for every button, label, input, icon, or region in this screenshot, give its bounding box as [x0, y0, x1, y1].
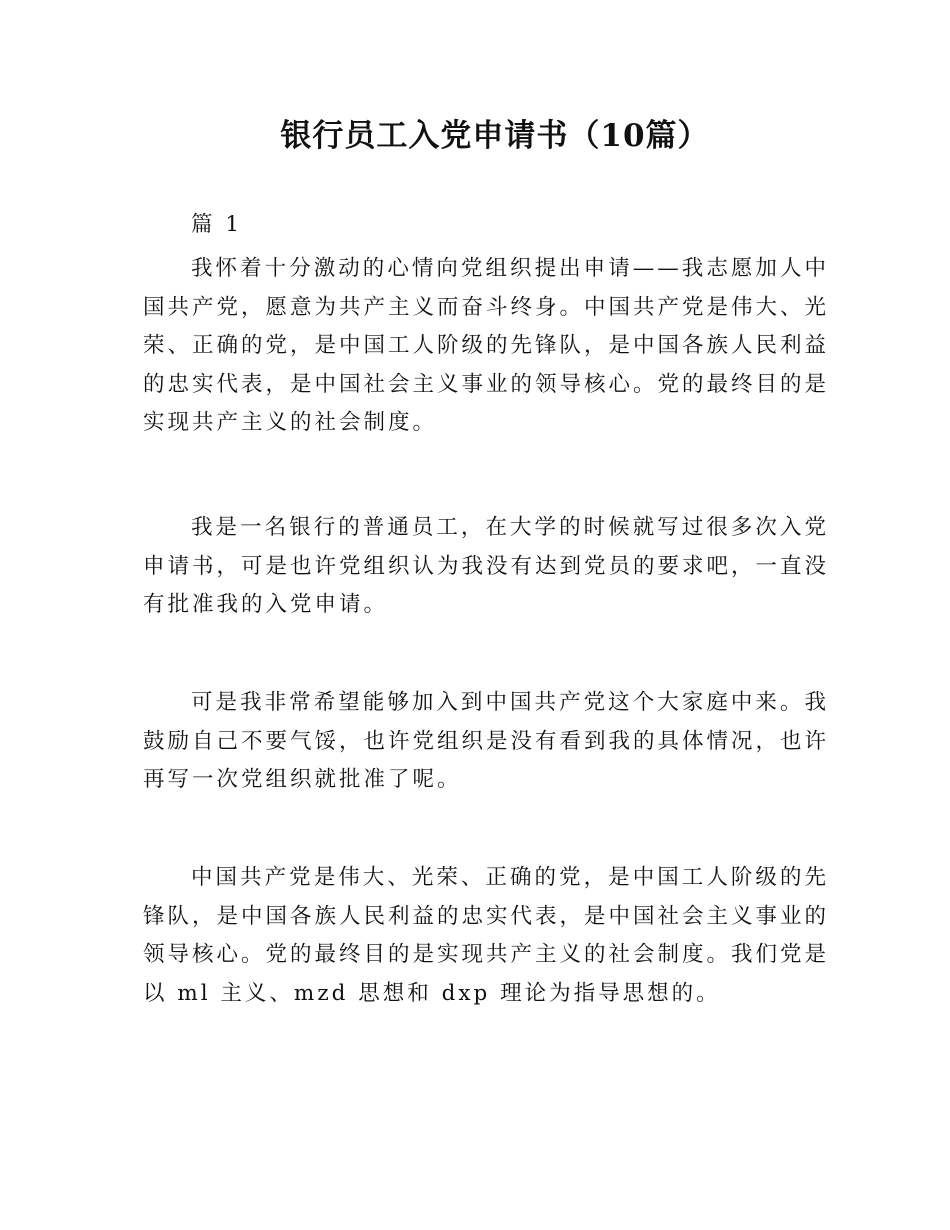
- paragraph-3: 可是我非常希望能够加入到中国共产党这个大家庭中来。我鼓励自己不要气馁，也许党组织是没有看到我的具体情况，也许再写一次党组织就批准了呢。: [143, 690, 830, 792]
- paragraph-2: 我是一名银行的普通员工，在大学的时候就写过很多次入党申请书，可是也许党组织认为我没有达到党员的要求吧，一直没有批准我的入党申请。: [143, 515, 830, 617]
- paragraph-1: 我怀着十分激动的心情向党组织提出申请——我志愿加人中国共产党，愿意为共产主义而奋斗终身。中国共产党是伟大、光荣、正确的党，是中国工人阶级的先锋队，是中国各族人民利益的忠实代表，是中国社会主义事业的领导核心。党的最终目的是实现共产主义的社会制度。: [143, 256, 830, 435]
- section-label: 篇 1: [191, 212, 243, 237]
- paragraph-4: 中国共产党是伟大、光荣、正确的党，是中国工人阶级的先锋队，是中国各族人民利益的忠实代表，是中国社会主义事业的领导核心。党的最终目的是实现共产主义的社会制度。我们党是以 ml 主义、mzd 思想和 dxp 理论为指导思想的。: [143, 865, 830, 1006]
- document-title: 银行员工入党申请书（10篇）: [280, 118, 710, 154]
